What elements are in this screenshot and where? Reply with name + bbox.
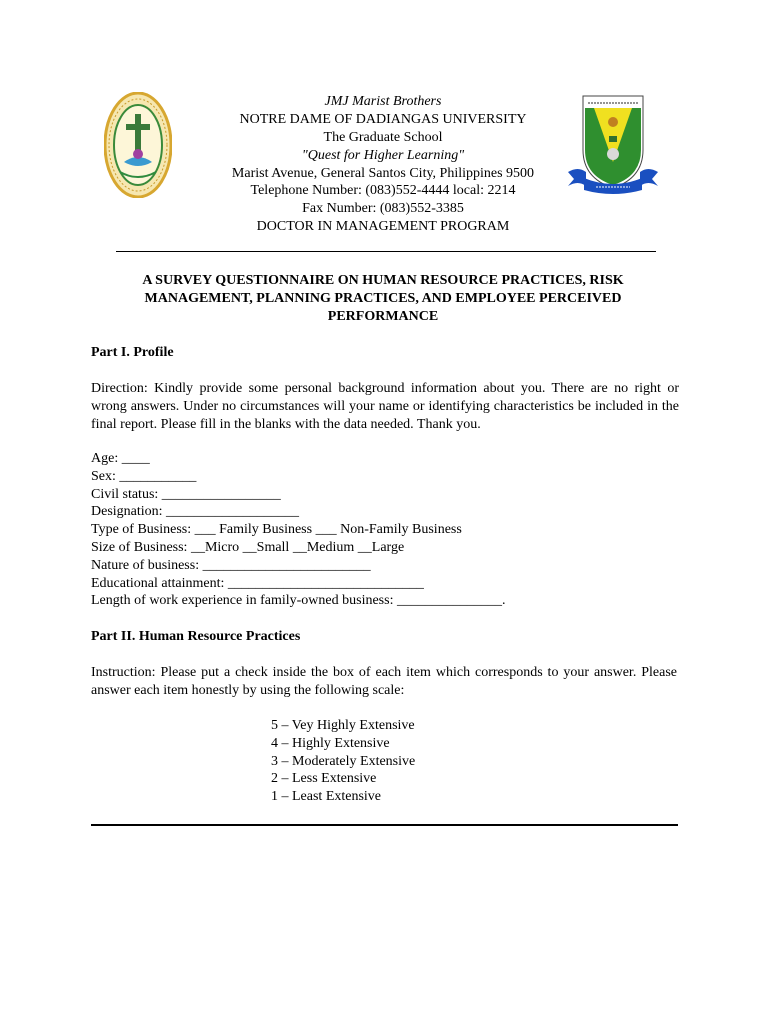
section-divider	[91, 824, 678, 826]
part2-heading: Part II. Human Resource Practices	[91, 629, 301, 644]
scale-item-5: 5 – Vey Highly Extensive	[271, 718, 415, 733]
profile-field-civil-status: Civil status: _________________	[91, 486, 281, 502]
header-fax: Fax Number: (083)552-3385	[302, 201, 464, 216]
header-motto: "Quest for Higher Learning"	[301, 148, 465, 163]
scale-item-2: 2 – Less Extensive	[271, 771, 377, 787]
profile-field-size-of-business: Size of Business: __Micro __Small __Medium __Large	[91, 539, 405, 555]
header-school-name: The Graduate School	[323, 130, 443, 145]
scale-item-3: 3 – Moderately Extensive	[271, 753, 416, 769]
profile-field-type-of-business: Type of Business: ___ Family Business ___ Non-Family Business	[91, 522, 462, 538]
header-university-name: NOTRE DAME OF DADIANGAS UNIVERSITY	[239, 112, 527, 127]
header-address: Marist Avenue, General Santos City, Philippines 9500	[231, 166, 535, 181]
profile-field-sex: Sex: ___________	[91, 468, 197, 484]
scale-item-4: 4 – Highly Extensive	[271, 735, 390, 751]
rating-scale	[271, 717, 415, 806]
profile-field-designation: Designation: ___________________	[91, 504, 300, 520]
header-divider	[116, 251, 656, 252]
profile-field-nature-of-business: Nature of business: ________________________	[91, 557, 371, 573]
part1-heading: Part I. Profile	[91, 345, 174, 360]
header-program: DOCTOR IN MANAGEMENT PROGRAM	[256, 219, 510, 234]
profile-field-educational-attainment: Educational attainment: ____________________________	[91, 575, 424, 591]
profile-fields	[91, 450, 679, 610]
university-seal-left-logo	[104, 92, 172, 198]
part2-instruction: Instruction: Please put a check inside the box of each item which corresponds to your answer. Please answer each item honestly by using the following scale:	[91, 665, 677, 698]
profile-field-work-experience: Length of work experience in family-owned business: _______________.	[91, 593, 506, 609]
header-telephone: Telephone Number: (083)552-4444 local: 2214	[250, 183, 516, 198]
header-marist-brothers: JMJ Marist Brothers	[324, 94, 442, 109]
part1-direction: Direction: Kindly provide some personal background information about you. There are no right or wrong answers. Under no circumstances will your name or identifying characteristics be included in the final report. Please fill in the blanks with the data needed. Thank you.	[91, 381, 679, 432]
survey-title: A SURVEY QUESTIONNAIRE ON HUMAN RESOURCE PRACTICES, RISK MANAGEMENT, PLANNING PRACTICES, AND EMPLOYEE PERCEIVED PERFORMANCE	[142, 273, 624, 324]
profile-field-age: Age: ____	[91, 451, 150, 466]
scale-item-1: 1 – Least Extensive	[271, 789, 382, 805]
